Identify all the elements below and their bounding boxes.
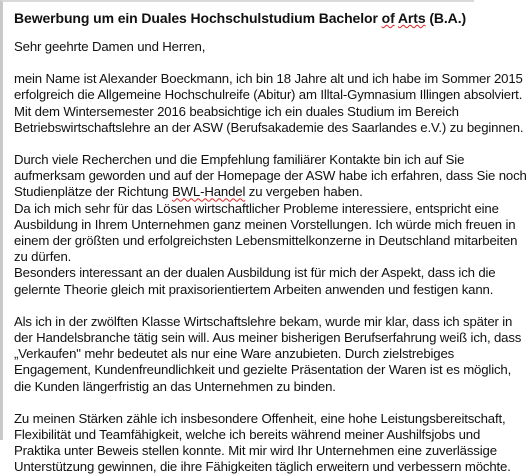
paragraph-2-line: Durch viele Recherchen und die Empfehlung familiärer Kontakte bin ich auf Sie [14,152,465,168]
paragraph-gap [14,55,474,71]
paragraph-3-line: Als ich in der zwölften Klasse Wirtschaftslehre bekam, wurde mir klar, dass ich später in [14,313,513,329]
paragraph-2-text: Studienplätze der Richtung [14,184,172,200]
salutation-line: Sehr geehrte Damen und Herren, [14,39,206,54]
paragraph-2-line: aufmerksam geworden und auf der Homepage der ASW habe ich erfahren, dass Sie noch [14,168,527,184]
paragraph-gap [14,395,474,411]
paragraph-1-line: Betriebswirtschaftslehre an der ASW (Berufsakademie des Saarlandes e.V.) zu beginnen. [14,119,524,135]
paragraph-2-line [14,184,474,200]
paragraph-4-line: Zu meinen Stärken zähle ich insbesondere Offenheit, eine hohe Leistungsbereitschaft, [14,410,506,426]
paragraph-2-text: zu vergeben haben. [245,184,363,200]
paragraph-3-line: der Handelsbranche tätig sein will. Aus meiner bisherigen Berufserfahrung weiß ich, dass [14,330,522,346]
spellcheck-word: BWL-Handel [171,184,246,200]
paragraph-3-line: die Kunden längerfristig an das Unternehmen zu binden. [14,378,336,394]
document-body [14,9,527,476]
paragraph-1-line: mein Name ist Alexander Boeckmann, ich bin 18 Jahre alt und ich habe im Sommer 2015 [14,71,523,87]
paragraph-2-line: gelernte Theorie gleich mit praxisorientiertem Arbeiten anwenden und festigen kann. [14,281,494,297]
paragraph-3-line: Engagement, Kundenfreundlichkeit und gezielte Präsentation der Waren ist es möglich, [14,362,512,378]
title-part-1: Bewerbung um ein Duales Hochschulstudium Bachelor [14,10,382,26]
paragraph-1 [14,71,524,136]
paragraph-2-line: einem der größten und erfolgreichsten Lebensmittelkonzerne in Deutschland mitarbeiten [14,233,518,249]
paragraph-gap [14,298,474,314]
paragraph-3 [14,313,522,395]
title-part-arts: Arts [397,10,426,26]
paragraph-2-line: Da ich mich sehr für das Lösen wirtschaftlicher Probleme interessiere, entspricht eine [14,200,499,216]
paragraph-1-line: erfolgreich die Allgemeine Hochschulreife (Abitur) am Illtal-Gymnasium Illingen absolviert. [14,87,523,103]
paragraph-2-line: zu dürfen. [14,249,72,265]
paragraph-gap [14,136,474,152]
paragraph-2-line: Ausbildung in Ihrem Unternehmen ganz meinen Vorstellungen. Ich würde mich freuen in [14,216,516,232]
title-part-5: (B.A.) [425,10,467,26]
paragraph-4-line: Flexibilität und Teamfähigkeit, welche ich bereits während meiner Aushilfsjobs und [14,427,481,443]
paragraph-1-line: Mit dem Wintersemester 2016 beabsichtige ich ein duales Studium im Bereich [14,103,459,119]
salutation [14,39,474,55]
document-title [14,9,474,27]
paragraph-3-line: „Verkaufen" mehr bedeutet als nur eine Ware anzubieten. Durch zielstrebiges [14,346,455,362]
title-part-of: of [381,10,395,26]
paragraph-2-line: Besonders interessant an der dualen Ausbildung ist für mich der Aspekt, dass ich die [14,265,496,281]
paragraph-2 [14,152,527,298]
paragraph-4 [14,410,511,476]
paragraph-4-line: Praktika unter Beweis stellen konnte. Mit mir wird Ihr Unternehmen eine zuverlässige [14,443,497,459]
paragraph-4-line: Unterstützung gewinnen, die ihre Fähigkeiten täglich erweitern und verbessern möchte. [14,459,511,475]
